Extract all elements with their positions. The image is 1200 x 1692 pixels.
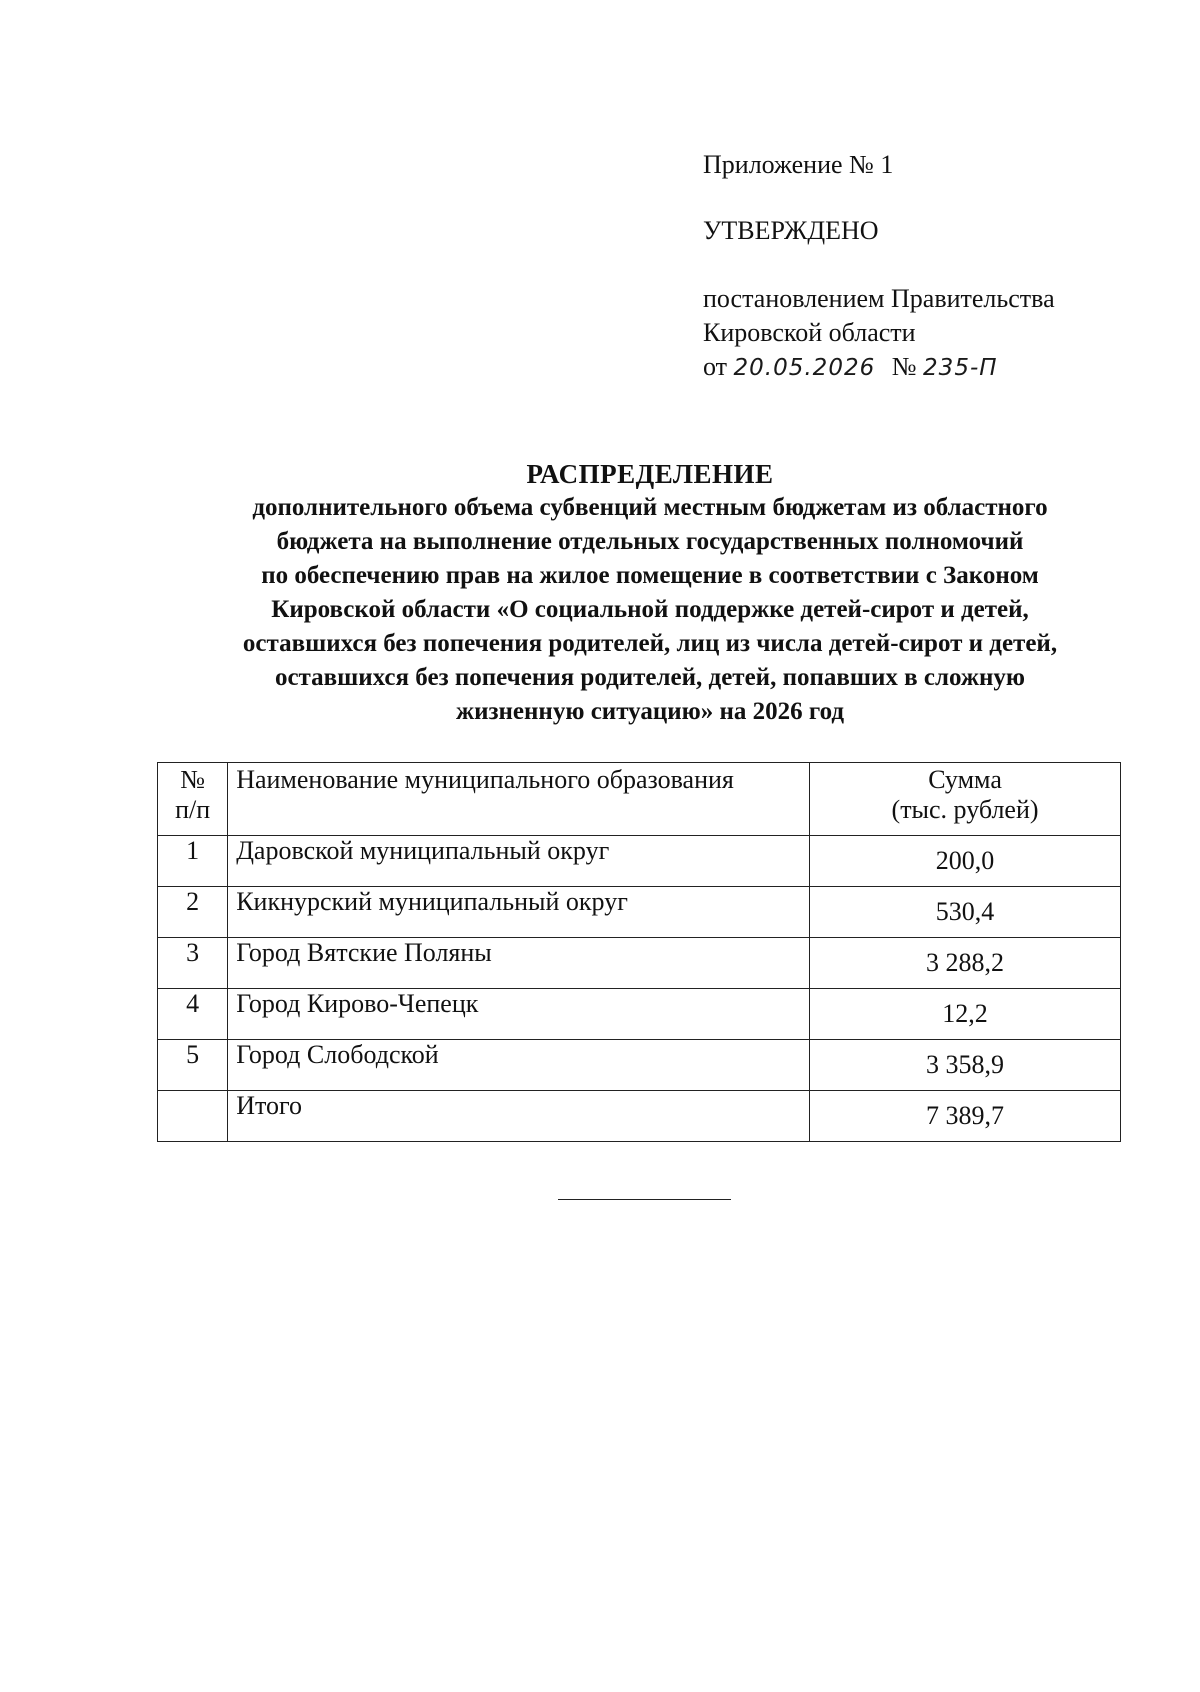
title-line: жизненную ситуацию» на 2026 год bbox=[455, 698, 845, 725]
title-line: Кировской области «О социальной поддержке детей-сирот и детей, bbox=[271, 596, 1029, 623]
appendix-label: Приложение № 1 bbox=[703, 150, 894, 179]
table-row bbox=[158, 1040, 1121, 1091]
row-name: Даровской муниципальный округ bbox=[228, 836, 810, 887]
distribution-table bbox=[157, 762, 1121, 1142]
table-row bbox=[158, 887, 1121, 938]
document-title bbox=[150, 457, 1150, 729]
title-line: оставшихся без попечения родителей, лиц из числа детей-сирот и детей, bbox=[242, 630, 1058, 657]
row-sum: 530,4 bbox=[810, 887, 1121, 938]
header-name: Наименование муниципального образования bbox=[228, 763, 810, 836]
handwritten-date: 20.05.2026 bbox=[733, 355, 876, 381]
approval-block bbox=[703, 148, 1143, 385]
handwritten-number: 235-П bbox=[923, 355, 998, 381]
row-name: Город Слободской bbox=[228, 1040, 810, 1091]
table-row bbox=[158, 989, 1121, 1040]
date-prefix: от bbox=[703, 352, 728, 381]
number-prefix: № bbox=[891, 352, 917, 381]
row-number: 3 bbox=[158, 938, 228, 989]
row-name: Кикнурский муниципальный округ bbox=[228, 887, 810, 938]
row-sum: 3 288,2 bbox=[810, 938, 1121, 989]
header-sum-line-2: (тыс. рублей) bbox=[891, 795, 1039, 824]
row-number: 5 bbox=[158, 1040, 228, 1091]
table-total-row bbox=[158, 1091, 1121, 1142]
title-main: РАСПРЕДЕЛЕНИЕ bbox=[526, 459, 774, 489]
title-line: дополнительного объема субвенций местным бюджетам из областного bbox=[252, 494, 1048, 521]
header-number-line-1: № bbox=[180, 765, 205, 794]
total-sum: 7 389,7 bbox=[810, 1091, 1121, 1142]
table-row bbox=[158, 836, 1121, 887]
table-row bbox=[158, 938, 1121, 989]
row-number: 2 bbox=[158, 887, 228, 938]
row-number: 1 bbox=[158, 836, 228, 887]
resolution-line-1: постановлением Правительства bbox=[703, 284, 1055, 313]
row-number bbox=[158, 1091, 228, 1142]
row-number: 4 bbox=[158, 989, 228, 1040]
resolution-date-line bbox=[703, 350, 1143, 385]
title-line: бюджета на выполнение отдельных государственных полномочий bbox=[276, 528, 1024, 555]
row-sum: 12,2 bbox=[810, 989, 1121, 1040]
header-sum-line-1: Сумма bbox=[928, 765, 1002, 794]
resolution-line-2: Кировской области bbox=[703, 318, 916, 347]
approved-label: УТВЕРЖДЕНО bbox=[703, 216, 879, 245]
row-sum: 200,0 bbox=[810, 836, 1121, 887]
title-line: оставшихся без попечения родителей, детей, попавших в сложную bbox=[274, 664, 1026, 691]
row-sum: 3 358,9 bbox=[810, 1040, 1121, 1091]
header-number bbox=[158, 763, 228, 836]
end-separator-line bbox=[558, 1199, 731, 1200]
row-name: Город Кирово-Чепецк bbox=[228, 989, 810, 1040]
title-line: по обеспечению прав на жилое помещение в соответствии с Законом bbox=[261, 562, 1039, 589]
table-header-row bbox=[158, 763, 1121, 836]
header-sum bbox=[810, 763, 1121, 836]
total-label: Итого bbox=[228, 1091, 810, 1142]
row-name: Город Вятские Поляны bbox=[228, 938, 810, 989]
header-number-line-2: п/п bbox=[175, 795, 211, 824]
